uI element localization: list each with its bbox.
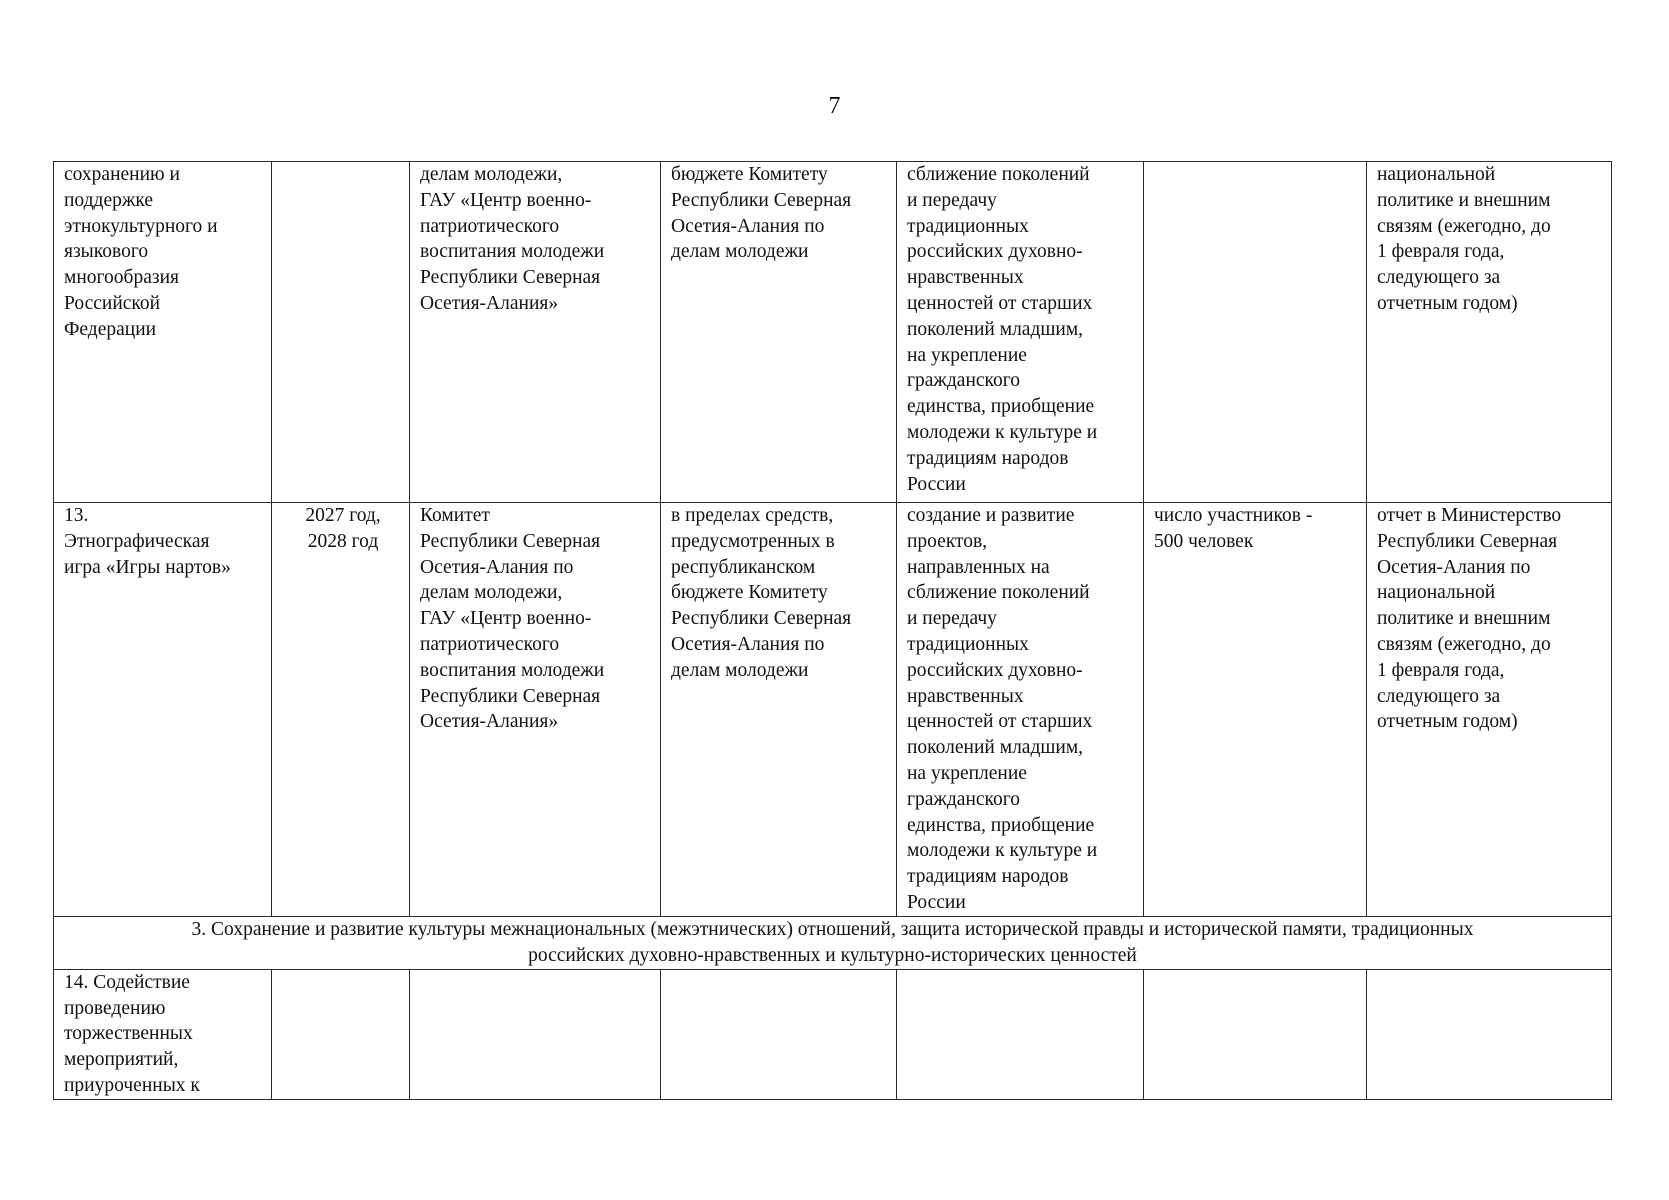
table-cell-executor: делам молодежи, ГАУ «Центр военно- патриотического воспитания молодежи Республики Северная Осетия-Алания» (410, 162, 661, 503)
table-cell-funding (661, 969, 897, 1099)
table-row (54, 503, 1612, 917)
table-cell-indicator: число участников - 500 человек (1144, 503, 1367, 917)
measures-table (53, 161, 1612, 1100)
page-number: 7 (828, 93, 841, 119)
table-cell-event: 13. Этнографическая игра «Игры нартов» (54, 503, 272, 917)
table-cell-indicator (1144, 969, 1367, 1099)
table-cell-result: создание и развитие проектов, направленных на сближение поколений и передачу традиционных российских духовно- нравственных ценностей от старших поколений младшим, на укрепление гражданского единства, приобщение молодежи к культуре и традициям народов России (897, 503, 1144, 917)
table-cell-report: национальной политике и внешним связям (ежегодно, до 1 февраля года, следующего за отчетным годом) (1367, 162, 1612, 503)
table-cell-report (1367, 969, 1612, 1099)
table-cell-period (272, 969, 410, 1099)
table-cell-executor (410, 969, 661, 1099)
section-heading: 3. Сохранение и развитие культуры межнациональных (межэтнических) отношений, защита исторической правды и исторической памяти, традиционных российских духовно-нравственных и культурно-исторических ценностей (54, 916, 1612, 969)
table-cell-funding: бюджете Комитету Республики Северная Осетия-Алания по делам молодежи (661, 162, 897, 503)
table-cell-event: 14. Содействие проведению торжественных мероприятий, приуроченных к (54, 969, 272, 1099)
section-heading-row (54, 916, 1612, 969)
table-cell-indicator (1144, 162, 1367, 503)
table-cell-period: 2027 год, 2028 год (272, 503, 410, 917)
table-row (54, 162, 1612, 503)
table-cell-result (897, 969, 1144, 1099)
table-row (54, 969, 1612, 1099)
table-cell-period (272, 162, 410, 503)
table-cell-executor: Комитет Республики Северная Осетия-Алания по делам молодежи, ГАУ «Центр военно- патриотического воспитания молодежи Республики Северная Осетия-Алания» (410, 503, 661, 917)
table-cell-report: отчет в Министерство Республики Северная Осетия-Алания по национальной политике и внешним связям (ежегодно, до 1 февраля года, следующего за отчетным годом) (1367, 503, 1612, 917)
table-cell-event: сохранению и поддержке этнокультурного и языкового многообразия Российской Федерации (54, 162, 272, 503)
table-cell-result: сближение поколений и передачу традиционных российских духовно- нравственных ценностей от старших поколений младшим, на укрепление гражданского единства, приобщение молодежи к культуре и традициям народов России (897, 162, 1144, 503)
table-cell-funding: в пределах средств, предусмотренных в республиканском бюджете Комитету Республики Северная Осетия-Алания по делам молодежи (661, 503, 897, 917)
